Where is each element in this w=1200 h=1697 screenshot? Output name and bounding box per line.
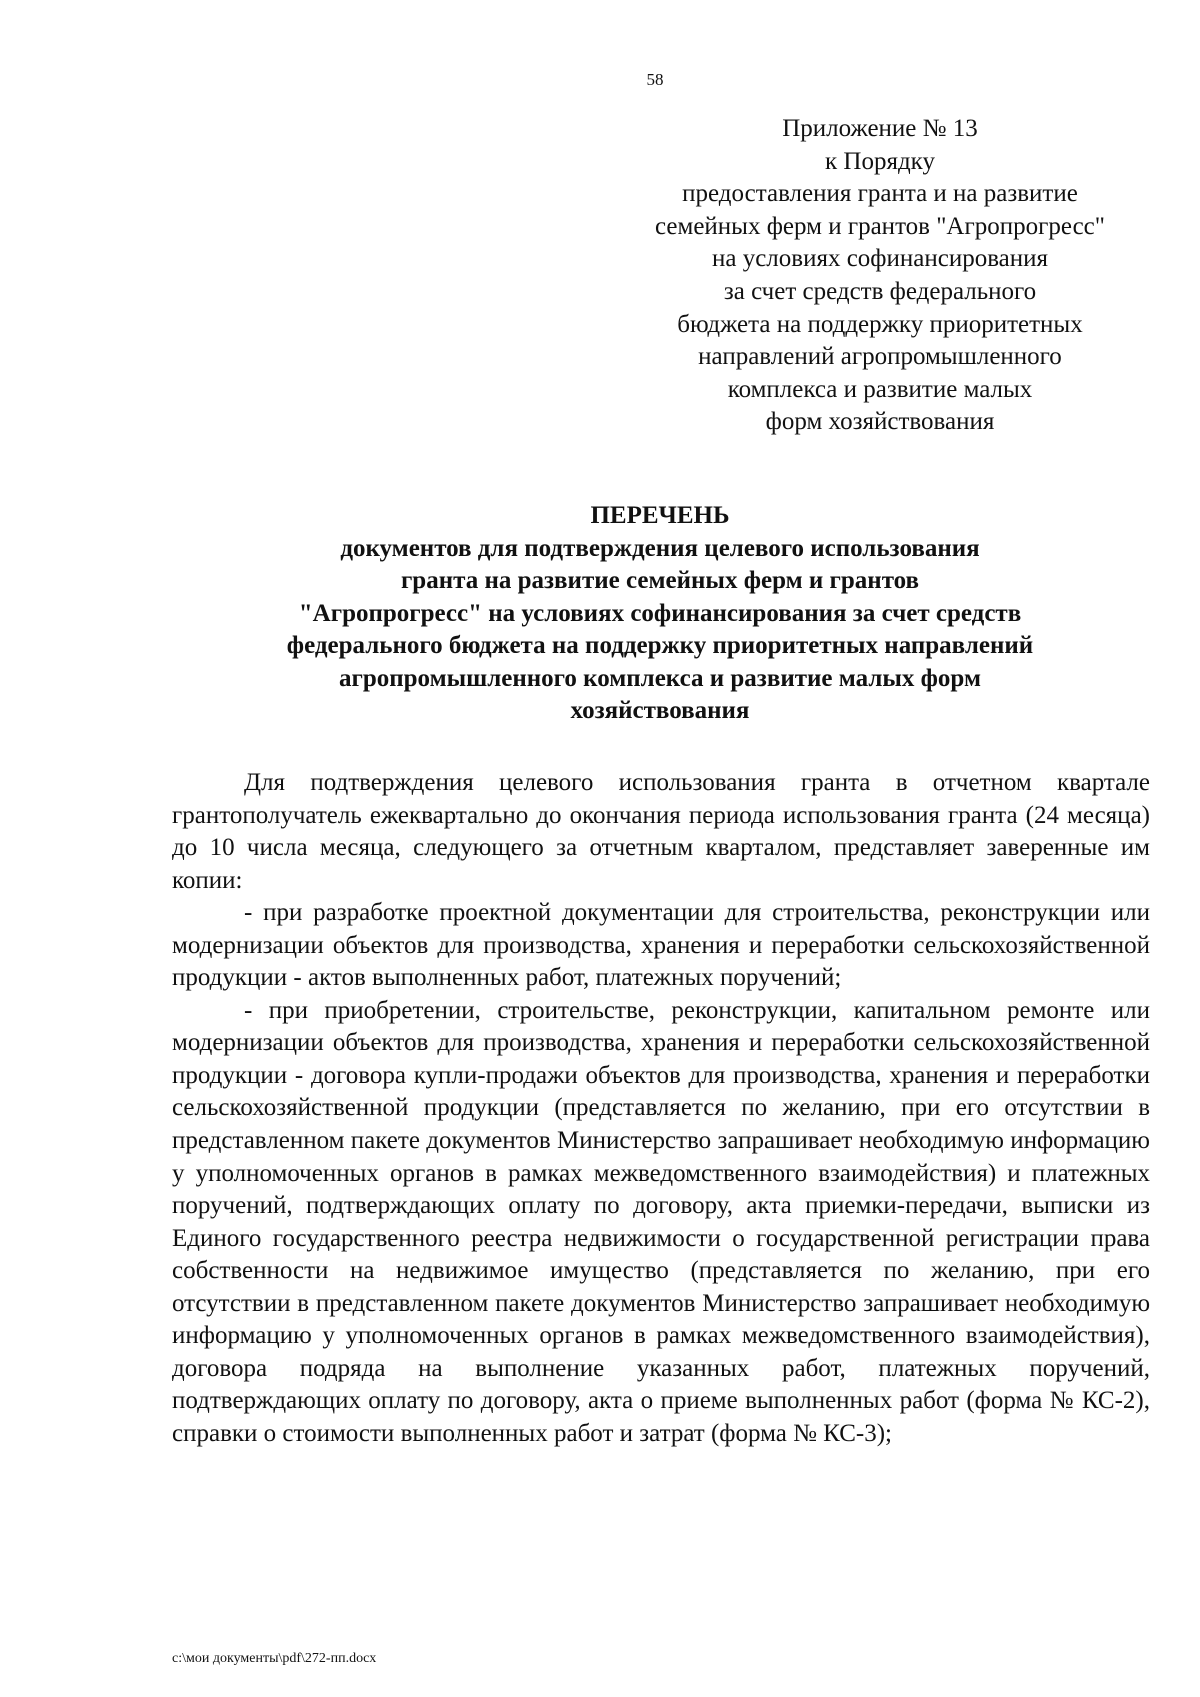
title-line: документов для подтверждения целевого использования bbox=[340, 534, 980, 562]
title-line: агропромышленного комплекса и развитие малых форм bbox=[338, 664, 981, 692]
appendix-header bbox=[600, 113, 1160, 439]
appendix-line: семейных ферм и грантов "Агропрогресс" bbox=[655, 212, 1105, 240]
appendix-line: Приложение № 13 bbox=[782, 115, 978, 142]
body-paragraph: Для подтверждения целевого использования гранта в отчетном квартале грантополучатель ежеквартально до окончания периода использования гранта (24 месяца) до 10 числа месяца, следующего за отчетным кварталом, представляет заверенные им копии: bbox=[172, 769, 1150, 894]
appendix-line: к Порядку bbox=[825, 147, 935, 175]
title-heading: ПЕРЕЧЕНЬ bbox=[590, 502, 730, 529]
document-title bbox=[170, 500, 1150, 728]
appendix-line: бюджета на поддержку приоритетных bbox=[677, 310, 1083, 338]
title-line: хозяйствования bbox=[570, 697, 750, 724]
title-line: федерального бюджета на поддержку приоритетных направлений bbox=[286, 632, 1034, 659]
appendix-line: предоставления гранта и на развитие bbox=[682, 180, 1078, 208]
title-line: "Агропрогресс" на условиях софинансирования за счет средств bbox=[298, 599, 1022, 627]
appendix-line: комплекса и развитие малых bbox=[727, 375, 1033, 403]
body-paragraph: - при приобретении, строительстве, реконструкции, капитальном ремонте или модернизации объектов для производства, хранения и переработки сельскохозяйственной продукции - договора купли-продажи объектов для производства, хранения и переработки сельскохозяйственной продукции (представляется по желанию, при его отсутствии в представленном пакете документов Министерство запрашивает необходимую информацию у уполномоченных органов в рамках межведомственного взаимодействия) и платежных поручений, подтверждающих оплату по договору, акта приемки-передачи, выписки из Единого государственного реестра недвижимости о государственной регистрации права собственности на недвижимое имущество (представляется по желанию, при его отсутствии в представленном пакете документов Министерство запрашивает необходимую информацию у уполномоченных органов в рамках межведомственного взаимодействия), договора подряда на выполнение указанных работ, платежных поручений, подтверждающих оплату по договору, акта о приеме выполненных работ (форма № КС-2), справки о стоимости выполненных работ и затрат (форма № КС-3); bbox=[172, 996, 1150, 1447]
body-paragraph: - при разработке проектной документации для строительства, реконструкции или модернизации объектов для производства, хранения и переработки сельскохозяйственной продукции - актов выполненных работ, платежных поручений; bbox=[172, 899, 1150, 992]
appendix-line: форм хозяйствования bbox=[765, 408, 995, 436]
appendix-line: на условиях софинансирования bbox=[711, 245, 1049, 273]
title-line: гранта на развитие семейных ферм и грантов bbox=[400, 567, 920, 594]
appendix-line: за счет средств федерального bbox=[723, 277, 1037, 305]
document-body bbox=[172, 767, 1150, 1450]
page-number: 58 bbox=[646, 70, 664, 89]
appendix-line: направлений агропромышленного bbox=[698, 343, 1062, 371]
footer-file-path: c:\мои документы\pdf\272-пп.docx bbox=[172, 1651, 377, 1666]
